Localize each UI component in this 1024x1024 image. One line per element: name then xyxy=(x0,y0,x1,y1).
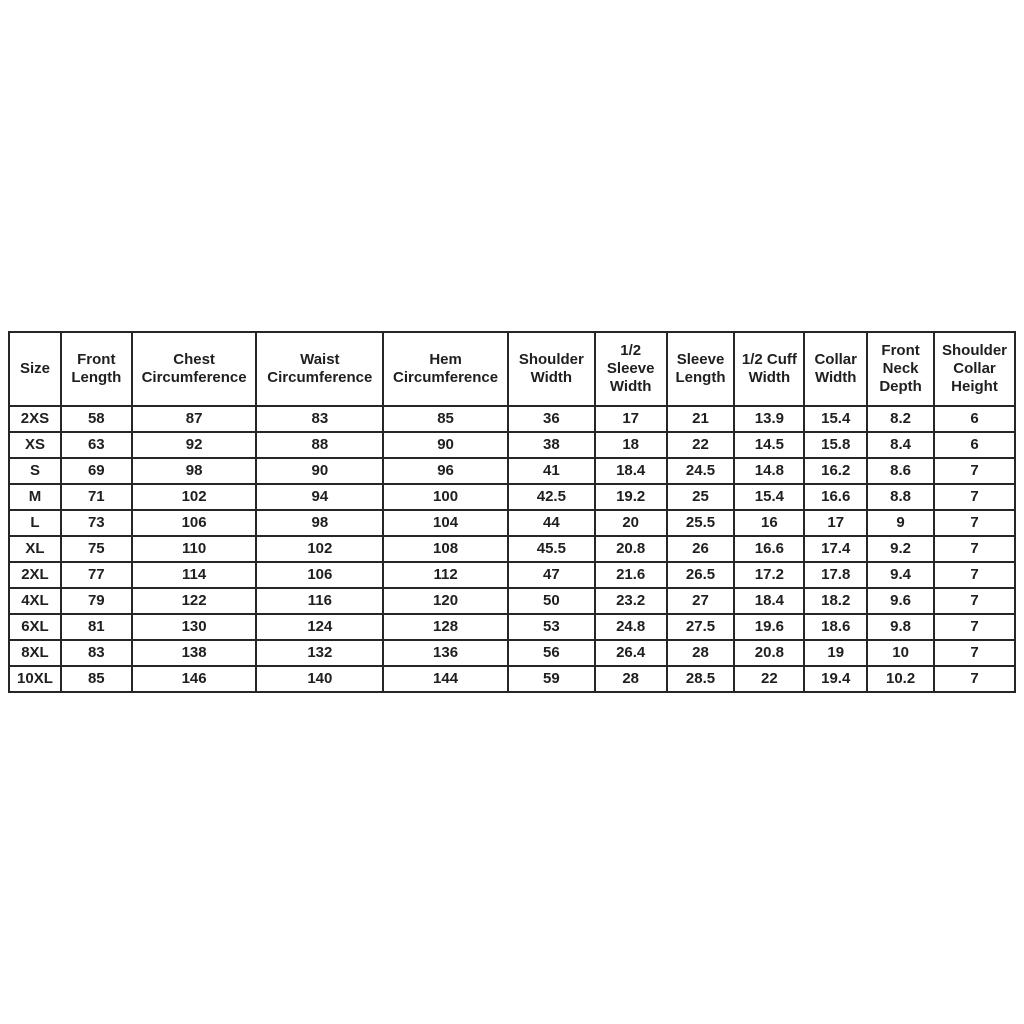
value-cell: 83 xyxy=(256,406,383,432)
value-cell: 9.8 xyxy=(867,614,934,640)
value-cell: 15.4 xyxy=(734,484,804,510)
value-cell: 13.9 xyxy=(734,406,804,432)
value-cell: 18.6 xyxy=(804,614,867,640)
value-cell: 138 xyxy=(132,640,257,666)
size-chart-table xyxy=(8,331,1016,693)
value-cell: 45.5 xyxy=(508,536,595,562)
value-cell: 19.2 xyxy=(595,484,667,510)
value-cell: 26.5 xyxy=(667,562,735,588)
value-cell: 7 xyxy=(934,640,1015,666)
value-cell: 114 xyxy=(132,562,257,588)
value-cell: 25 xyxy=(667,484,735,510)
table-row xyxy=(9,510,1015,536)
value-cell: 92 xyxy=(132,432,257,458)
value-cell: 22 xyxy=(734,666,804,692)
value-cell: 85 xyxy=(383,406,508,432)
value-cell: 17 xyxy=(595,406,667,432)
value-cell: 19.4 xyxy=(804,666,867,692)
value-cell: 7 xyxy=(934,588,1015,614)
size-cell: 2XL xyxy=(9,562,61,588)
value-cell: 90 xyxy=(383,432,508,458)
value-cell: 16.2 xyxy=(804,458,867,484)
value-cell: 21 xyxy=(667,406,735,432)
value-cell: 83 xyxy=(61,640,132,666)
value-cell: 41 xyxy=(508,458,595,484)
table-row xyxy=(9,640,1015,666)
value-cell: 100 xyxy=(383,484,508,510)
value-cell: 17.4 xyxy=(804,536,867,562)
value-cell: 28.5 xyxy=(667,666,735,692)
value-cell: 26 xyxy=(667,536,735,562)
value-cell: 9 xyxy=(867,510,934,536)
value-cell: 10 xyxy=(867,640,934,666)
value-cell: 106 xyxy=(132,510,257,536)
size-cell: XL xyxy=(9,536,61,562)
size-cell: 2XS xyxy=(9,406,61,432)
value-cell: 17.2 xyxy=(734,562,804,588)
value-cell: 110 xyxy=(132,536,257,562)
value-cell: 18.2 xyxy=(804,588,867,614)
header-row xyxy=(9,332,1015,406)
value-cell: 23.2 xyxy=(595,588,667,614)
value-cell: 7 xyxy=(934,666,1015,692)
value-cell: 102 xyxy=(256,536,383,562)
value-cell: 6 xyxy=(934,432,1015,458)
value-cell: 17.8 xyxy=(804,562,867,588)
value-cell: 9.6 xyxy=(867,588,934,614)
value-cell: 16.6 xyxy=(804,484,867,510)
column-header: Waist Circumference xyxy=(256,332,383,406)
value-cell: 108 xyxy=(383,536,508,562)
value-cell: 9.4 xyxy=(867,562,934,588)
value-cell: 75 xyxy=(61,536,132,562)
value-cell: 38 xyxy=(508,432,595,458)
value-cell: 98 xyxy=(256,510,383,536)
value-cell: 7 xyxy=(934,458,1015,484)
value-cell: 7 xyxy=(934,536,1015,562)
table-row xyxy=(9,588,1015,614)
value-cell: 24.5 xyxy=(667,458,735,484)
value-cell: 7 xyxy=(934,614,1015,640)
table-row xyxy=(9,614,1015,640)
value-cell: 36 xyxy=(508,406,595,432)
size-cell: L xyxy=(9,510,61,536)
value-cell: 87 xyxy=(132,406,257,432)
value-cell: 20.8 xyxy=(595,536,667,562)
value-cell: 116 xyxy=(256,588,383,614)
value-cell: 24.8 xyxy=(595,614,667,640)
value-cell: 94 xyxy=(256,484,383,510)
table-row xyxy=(9,406,1015,432)
value-cell: 132 xyxy=(256,640,383,666)
value-cell: 122 xyxy=(132,588,257,614)
value-cell: 25.5 xyxy=(667,510,735,536)
column-header: Front Neck Depth xyxy=(867,332,934,406)
size-cell: 8XL xyxy=(9,640,61,666)
value-cell: 27 xyxy=(667,588,735,614)
column-header: Collar Width xyxy=(804,332,867,406)
value-cell: 20.8 xyxy=(734,640,804,666)
value-cell: 28 xyxy=(595,666,667,692)
value-cell: 53 xyxy=(508,614,595,640)
size-chart-body xyxy=(9,406,1015,692)
value-cell: 77 xyxy=(61,562,132,588)
column-header: 1/2 Cuff Width xyxy=(734,332,804,406)
value-cell: 136 xyxy=(383,640,508,666)
value-cell: 59 xyxy=(508,666,595,692)
value-cell: 6 xyxy=(934,406,1015,432)
value-cell: 112 xyxy=(383,562,508,588)
value-cell: 106 xyxy=(256,562,383,588)
size-cell: 6XL xyxy=(9,614,61,640)
value-cell: 98 xyxy=(132,458,257,484)
column-header: Shoulder Width xyxy=(508,332,595,406)
column-header: Size xyxy=(9,332,61,406)
value-cell: 7 xyxy=(934,484,1015,510)
value-cell: 19.6 xyxy=(734,614,804,640)
value-cell: 16.6 xyxy=(734,536,804,562)
value-cell: 102 xyxy=(132,484,257,510)
value-cell: 128 xyxy=(383,614,508,640)
value-cell: 85 xyxy=(61,666,132,692)
value-cell: 56 xyxy=(508,640,595,666)
value-cell: 144 xyxy=(383,666,508,692)
size-chart-header xyxy=(9,332,1015,406)
column-header: Sleeve Length xyxy=(667,332,735,406)
value-cell: 90 xyxy=(256,458,383,484)
value-cell: 10.2 xyxy=(867,666,934,692)
column-header: 1/2 Sleeve Width xyxy=(595,332,667,406)
value-cell: 28 xyxy=(667,640,735,666)
value-cell: 50 xyxy=(508,588,595,614)
size-cell: S xyxy=(9,458,61,484)
value-cell: 9.2 xyxy=(867,536,934,562)
value-cell: 47 xyxy=(508,562,595,588)
value-cell: 20 xyxy=(595,510,667,536)
value-cell: 124 xyxy=(256,614,383,640)
value-cell: 15.8 xyxy=(804,432,867,458)
value-cell: 7 xyxy=(934,510,1015,536)
value-cell: 130 xyxy=(132,614,257,640)
value-cell: 8.4 xyxy=(867,432,934,458)
size-chart-container xyxy=(8,331,1016,693)
table-row xyxy=(9,536,1015,562)
value-cell: 73 xyxy=(61,510,132,536)
value-cell: 8.6 xyxy=(867,458,934,484)
value-cell: 120 xyxy=(383,588,508,614)
value-cell: 140 xyxy=(256,666,383,692)
value-cell: 8.8 xyxy=(867,484,934,510)
value-cell: 146 xyxy=(132,666,257,692)
table-row xyxy=(9,432,1015,458)
value-cell: 27.5 xyxy=(667,614,735,640)
value-cell: 21.6 xyxy=(595,562,667,588)
value-cell: 63 xyxy=(61,432,132,458)
value-cell: 26.4 xyxy=(595,640,667,666)
value-cell: 69 xyxy=(61,458,132,484)
size-cell: XS xyxy=(9,432,61,458)
value-cell: 18 xyxy=(595,432,667,458)
size-cell: M xyxy=(9,484,61,510)
value-cell: 14.5 xyxy=(734,432,804,458)
value-cell: 104 xyxy=(383,510,508,536)
value-cell: 18.4 xyxy=(734,588,804,614)
value-cell: 8.2 xyxy=(867,406,934,432)
column-header: Shoulder Collar Height xyxy=(934,332,1015,406)
table-row xyxy=(9,666,1015,692)
table-row xyxy=(9,484,1015,510)
value-cell: 22 xyxy=(667,432,735,458)
value-cell: 19 xyxy=(804,640,867,666)
value-cell: 15.4 xyxy=(804,406,867,432)
size-cell: 4XL xyxy=(9,588,61,614)
value-cell: 71 xyxy=(61,484,132,510)
value-cell: 81 xyxy=(61,614,132,640)
value-cell: 79 xyxy=(61,588,132,614)
table-row xyxy=(9,458,1015,484)
value-cell: 14.8 xyxy=(734,458,804,484)
value-cell: 16 xyxy=(734,510,804,536)
value-cell: 58 xyxy=(61,406,132,432)
value-cell: 17 xyxy=(804,510,867,536)
value-cell: 18.4 xyxy=(595,458,667,484)
column-header: Hem Circumference xyxy=(383,332,508,406)
column-header: Chest Circumference xyxy=(132,332,257,406)
size-cell: 10XL xyxy=(9,666,61,692)
value-cell: 96 xyxy=(383,458,508,484)
table-row xyxy=(9,562,1015,588)
value-cell: 7 xyxy=(934,562,1015,588)
value-cell: 88 xyxy=(256,432,383,458)
value-cell: 42.5 xyxy=(508,484,595,510)
value-cell: 44 xyxy=(508,510,595,536)
column-header: Front Length xyxy=(61,332,132,406)
